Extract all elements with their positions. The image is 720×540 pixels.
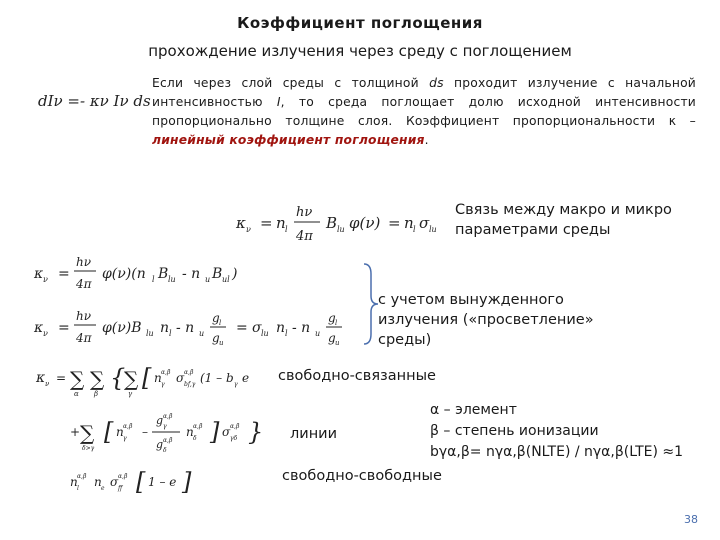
- ft-g-num: g: [156, 414, 164, 427]
- f2-l2: l: [285, 329, 288, 338]
- legend-block: [430, 400, 716, 463]
- f1-kappa: κ: [34, 266, 44, 282]
- ft-brack-r2: ]: [210, 418, 220, 446]
- ft-brack-l3: [: [136, 468, 146, 496]
- ft-eq: =: [56, 371, 67, 385]
- ft-g-den-sup: α,β: [163, 437, 173, 444]
- f2-phi: φ(ν)B: [102, 320, 142, 336]
- formula-nu-sub: ν: [246, 225, 251, 234]
- formula-lu-sub: lu: [337, 225, 345, 234]
- f1-ul: ul: [222, 275, 230, 284]
- ft-kappa: κ: [36, 370, 46, 386]
- ft-n3-sub: δ: [193, 435, 197, 442]
- formula-kappa: κ: [236, 214, 246, 232]
- ft-sum-d: ∑: [80, 421, 95, 445]
- ft-e: e: [242, 371, 250, 385]
- ft-sigma1-sup: α,β: [184, 369, 194, 376]
- formula-phi: φ(ν): [349, 214, 381, 232]
- formula-equals: =: [260, 214, 273, 232]
- f2-gl-sub: l: [219, 319, 222, 327]
- formula-l-sub-2: l: [413, 225, 416, 234]
- intro-text-2: проходит излучение с начальной интенсивностью: [152, 76, 696, 109]
- legend-alpha: α – элемент: [430, 402, 517, 418]
- ft-n1: n: [154, 371, 162, 385]
- ft-n3-sup: α,β: [193, 423, 203, 430]
- ft-sum-b-sub: β: [94, 390, 99, 398]
- f1-hnu: hν: [76, 255, 92, 269]
- annotation-lines: линии: [290, 426, 338, 442]
- intro-I: I: [276, 95, 281, 109]
- ft-sum-a: ∑: [70, 367, 85, 391]
- f1-B2: B: [212, 266, 223, 282]
- f2-equals: =: [58, 320, 70, 336]
- f1-l: l: [152, 275, 155, 284]
- ft-g-num-sub: γ: [163, 423, 167, 430]
- formula-B: B: [326, 214, 338, 232]
- ft-sigma3: σ: [110, 475, 119, 489]
- intro-ds: ds: [429, 76, 444, 90]
- f2-nu-sub: ν: [43, 329, 48, 338]
- ft-plus: +: [70, 425, 81, 439]
- ft-n2: n: [116, 425, 124, 439]
- ft-g-num-sup: α,β: [163, 413, 173, 420]
- ft-one-minus: 1 – e: [148, 475, 177, 489]
- formula-total-opacity: [30, 356, 280, 506]
- page-number: 38: [684, 513, 698, 526]
- ft-brack-r3: ]: [182, 468, 192, 496]
- ft-n1-sup: α,β: [161, 369, 171, 376]
- ft-ne-sub: e: [101, 485, 105, 492]
- formula-n-2: n: [404, 214, 414, 232]
- ft-sigma1-sub: bf,γ: [184, 381, 196, 388]
- ft-nu: ν: [45, 380, 50, 388]
- ft-n4-sup: α,β: [77, 473, 87, 480]
- ft-brace-l: {: [110, 364, 126, 392]
- formula-equals-2: =: [388, 214, 401, 232]
- f2-u: u: [199, 329, 205, 338]
- annotation-free-free: свободно-свободные: [282, 468, 442, 484]
- formula-4pi: 4π: [296, 229, 313, 244]
- f2-gu: g: [212, 331, 220, 345]
- intro-text-4: .: [424, 133, 429, 147]
- formula-l-sub: l: [285, 225, 288, 234]
- ft-g-den: g: [156, 438, 164, 451]
- f2-gu2: g: [328, 331, 336, 345]
- formula-lu-sub-2: lu: [429, 225, 437, 234]
- intro-highlight: линейный коэффициент поглощения: [152, 133, 425, 147]
- formula-hnu: hν: [296, 205, 313, 220]
- ft-n2-sub: γ: [123, 435, 127, 442]
- ft-bracket-b: (1 – b: [200, 371, 234, 385]
- formula-stimulated-block: [30, 252, 360, 360]
- f1-nu-sub: ν: [43, 275, 48, 284]
- f2-sigma: σ: [252, 320, 262, 336]
- f1-lu: lu: [168, 275, 176, 284]
- f2-minus: - n: [176, 320, 195, 336]
- f1-close: ): [232, 266, 238, 282]
- ft-b-sub: γ: [234, 381, 238, 388]
- f2-u2: u: [315, 329, 321, 338]
- ft-brack-l: [: [142, 364, 152, 392]
- f2-n: n: [160, 320, 170, 336]
- ft-n2-sup: α,β: [123, 423, 133, 430]
- f2-lu-2: lu: [261, 329, 269, 338]
- ft-brace-r: }: [248, 418, 264, 446]
- formula-sigma: σ: [419, 214, 430, 232]
- annotation-bound-free: свободно-связанные: [278, 368, 436, 384]
- ft-sigma3-sup: α,β: [118, 473, 128, 480]
- legend-beta: β – степень ионизации: [430, 423, 599, 439]
- ft-sigma1: σ: [176, 371, 185, 385]
- legend-b-definition: bγα,β= nγα,β(NLTE) / nγα,β(LTE) ≈1: [430, 444, 684, 460]
- f1-4pi: 4π: [76, 277, 92, 291]
- ft-n3: n: [186, 425, 194, 439]
- f1-B: B: [158, 266, 169, 282]
- ft-minus: –: [142, 425, 148, 439]
- ft-sigma3-sub: ff: [118, 485, 123, 492]
- ft-sigma2: σ: [222, 425, 231, 439]
- f2-equals-2: =: [236, 320, 248, 336]
- f2-gu2-sub: u: [335, 339, 340, 347]
- f2-minus-2: - n: [292, 320, 311, 336]
- f2-4pi: 4π: [76, 331, 92, 345]
- f2-gl2: g: [328, 311, 336, 325]
- ft-n4: n: [70, 475, 78, 489]
- formula-n: n: [276, 214, 286, 232]
- f2-l: l: [169, 329, 172, 338]
- ft-n1-sub: γ: [161, 381, 165, 388]
- slide-subtitle: прохождение излучения через среду с поглощением: [148, 42, 572, 60]
- annotation-stimulated: с учетом вынужденного излучения («просветление» среды): [378, 292, 594, 348]
- f2-gl: g: [212, 311, 220, 325]
- f2-gu-sub: u: [219, 339, 224, 347]
- f2-lu: lu: [146, 329, 154, 338]
- f2-n2: n: [276, 320, 286, 336]
- ft-n4-sub: l: [77, 485, 79, 492]
- ft-sum-a-sub: α: [74, 390, 79, 398]
- f1-minus: - n: [182, 266, 201, 282]
- ft-sum-g: ∑: [124, 367, 139, 391]
- ft-sigma2-sub: γδ: [230, 435, 238, 442]
- intro-paragraph: [152, 74, 696, 150]
- slide-title: Коэффициент поглощения: [237, 14, 483, 32]
- f1-equals: =: [58, 266, 70, 282]
- ft-sum-g-sub: γ: [128, 390, 133, 398]
- formula-macro-micro: [228, 198, 468, 254]
- f2-hnu: hν: [76, 309, 92, 323]
- ft-sum-b: ∑: [90, 367, 105, 391]
- formula-transfer-equation: dIν =- κν Iν ds: [38, 92, 151, 110]
- f1-phi: φ(ν)(n: [102, 266, 146, 282]
- f2-gl2-sub: l: [335, 319, 338, 327]
- f2-kappa: κ: [34, 320, 44, 336]
- intro-text-3: , то среда поглощает долю исходной интенсивности пропорционально толщине слоя. Коэффициент пропорциональности κ –: [152, 95, 697, 128]
- intro-text-1: Если через слой среды с толщиной: [152, 76, 430, 90]
- ft-brack-l2: [: [104, 418, 114, 446]
- f1-u: u: [205, 275, 211, 284]
- ft-sigma2-sup: α,β: [230, 423, 240, 430]
- ft-ne: n: [94, 475, 102, 489]
- ft-g-den-sub: δ: [163, 447, 167, 454]
- ft-sum-d-sub: δ>γ: [82, 445, 95, 452]
- annotation-macro-micro: Связь между макро и микро параметрами среды: [455, 202, 672, 238]
